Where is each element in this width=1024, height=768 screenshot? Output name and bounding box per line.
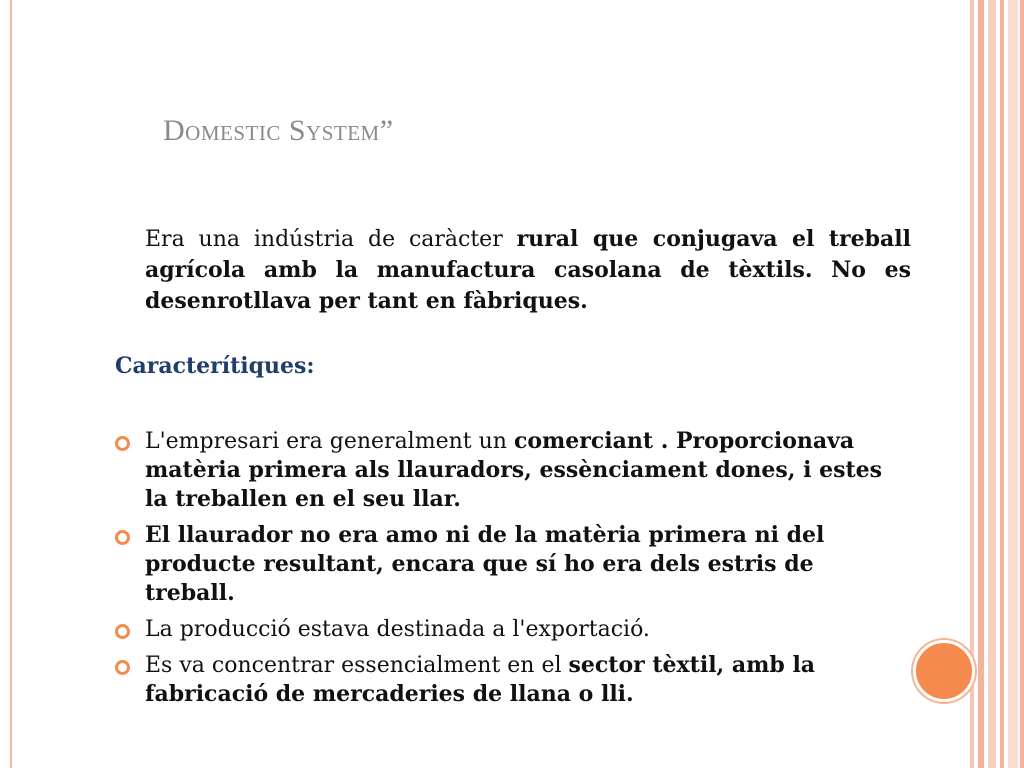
right-stripe xyxy=(1020,0,1024,768)
bullet-circle-icon xyxy=(115,530,130,545)
right-stripe xyxy=(1000,0,1004,768)
bullet-plain-text: Es va concentrar essencialment en el xyxy=(145,653,569,678)
left-border-line xyxy=(10,0,12,768)
bullet-circle-icon xyxy=(115,436,130,451)
list-item xyxy=(115,427,905,514)
section-heading: Caracterítiques: xyxy=(115,353,315,379)
right-stripe xyxy=(970,0,974,768)
bullet-bold-text: El llaurador no era amo ni de la matèria primera ni del producte resultant, encara que sí ho era dels estris de treball. xyxy=(145,522,825,606)
bullet-circle-icon xyxy=(115,624,130,639)
list-item xyxy=(115,615,905,644)
decorative-circle xyxy=(913,640,975,702)
intro-bold-text: rural que conjugava el treball agrícola amb la manufactura casolana de tèxtils. No es desenrotllava per tant en fàbriques. xyxy=(145,226,911,314)
bullet-plain-text: L'empresari era generalment un xyxy=(145,429,514,454)
right-stripe xyxy=(988,0,996,768)
bullet-bold-text: sector tèxtil, amb la fabricació de mercaderies de llana o lli. xyxy=(145,652,816,707)
intro-plain-text: Era una indústria de caràcter xyxy=(145,227,517,252)
bullet-bold-text: comerciant . Proporcionava matèria primera als llauradors, essènciament dones, i estes la treballen en el seu llar. xyxy=(145,428,883,512)
bullet-plain-text: La producció estava destinada a l'exportació. xyxy=(145,617,650,642)
intro-paragraph xyxy=(145,224,911,317)
slide-title: Domestic System” xyxy=(163,114,394,147)
right-stripe xyxy=(978,0,984,768)
right-stripe xyxy=(1008,0,1018,768)
bullet-list xyxy=(115,427,905,716)
bullet-circle-icon xyxy=(115,660,130,675)
list-item xyxy=(115,651,905,709)
list-item xyxy=(115,521,905,608)
